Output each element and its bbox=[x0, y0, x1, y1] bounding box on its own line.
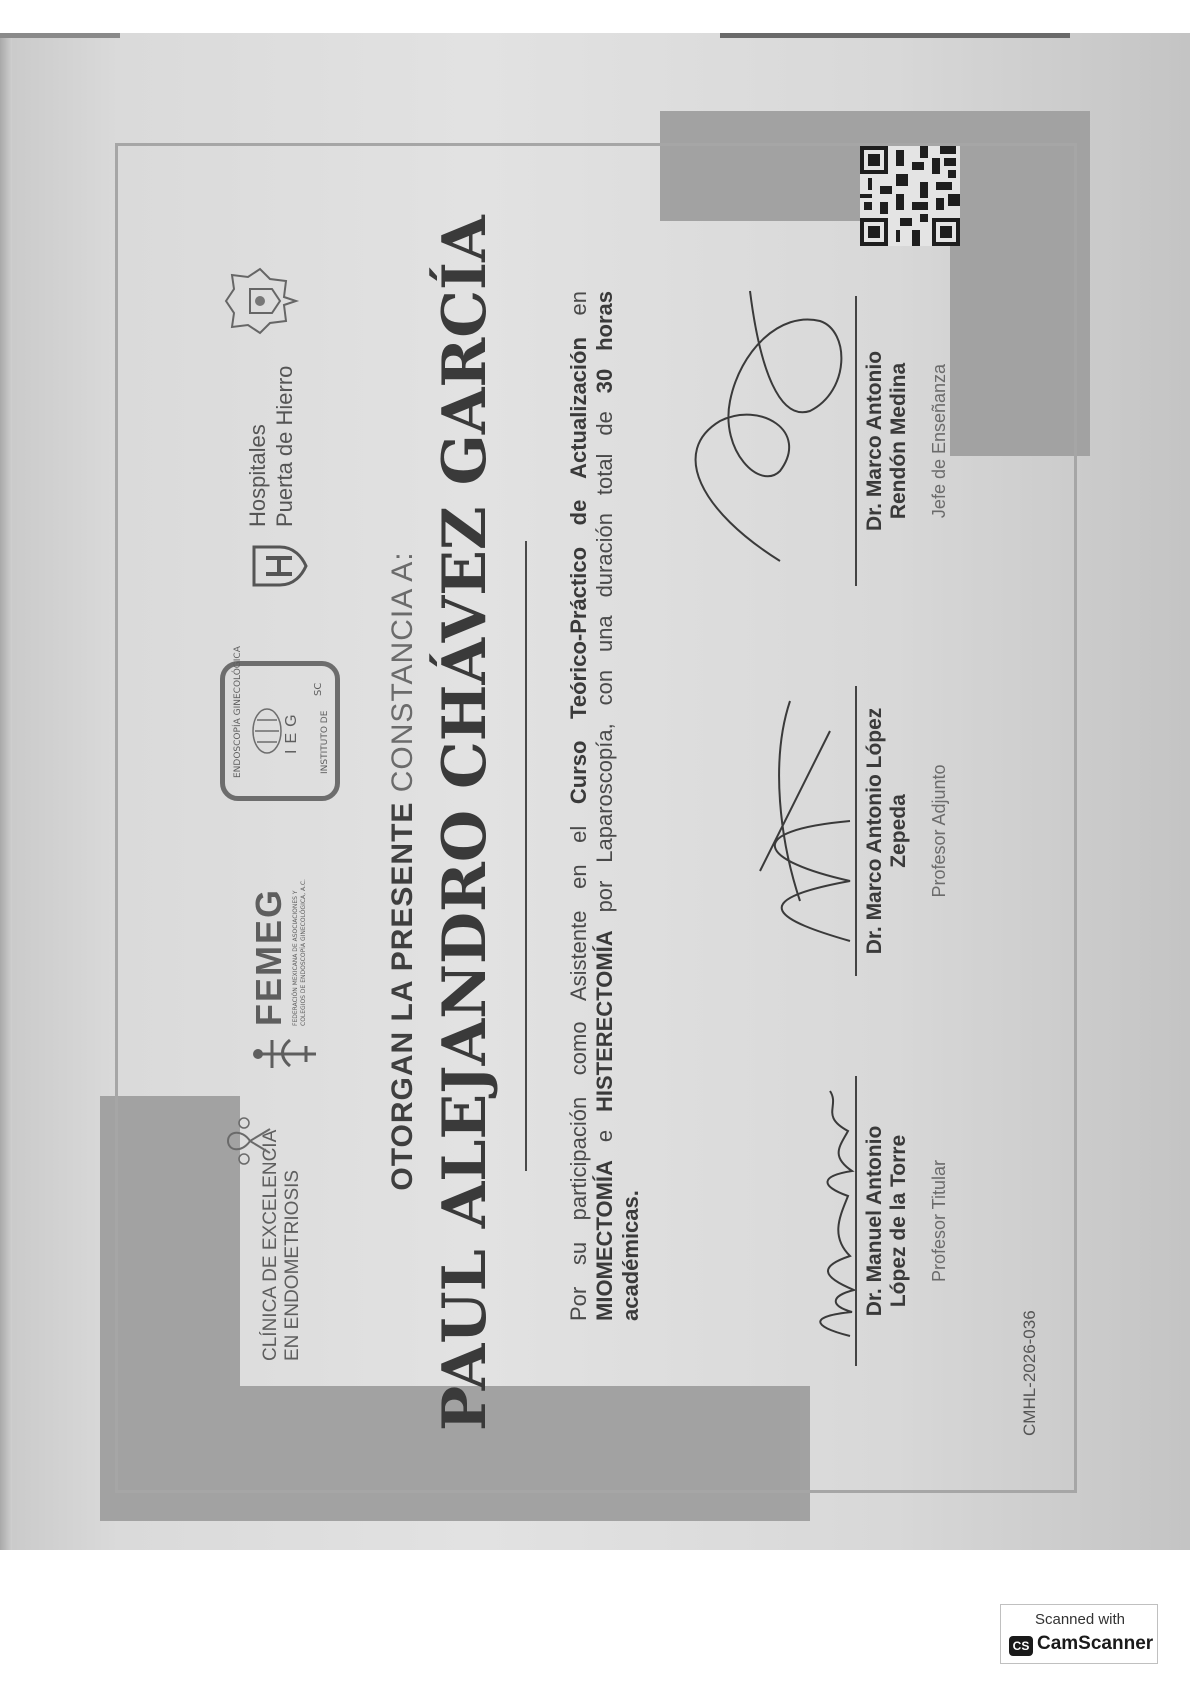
body-part-4: por Laparoscopía, con una duración total de bbox=[592, 393, 617, 931]
name-underline bbox=[525, 541, 527, 1171]
ribbon-icon bbox=[224, 1111, 274, 1171]
signatory-1 bbox=[855, 1071, 950, 1371]
camscanner-badge-line1: Scanned with bbox=[1034, 1611, 1126, 1628]
femeg-figure-icon bbox=[250, 1032, 320, 1076]
camscanner-icon: CS bbox=[1009, 1636, 1033, 1656]
ieg-figures-icon bbox=[251, 704, 283, 758]
femeg-wordmark: FEMEG bbox=[248, 887, 289, 1026]
body-procedure-2: HISTERECTOMÍA bbox=[592, 930, 617, 1113]
clinic-logo-line2: EN ENDOMETRIOSIS bbox=[282, 1169, 303, 1361]
signature-line-2 bbox=[855, 686, 857, 976]
hospital-logo bbox=[240, 351, 320, 591]
femeg-logo bbox=[240, 846, 320, 1076]
signature-line-3 bbox=[855, 296, 857, 586]
certificate-folio: CMHL-2026-036 bbox=[1020, 1310, 1039, 1436]
ieg-logo bbox=[220, 646, 340, 801]
qr-code-icon bbox=[860, 146, 960, 246]
signatory-2-role: Profesor Adjunto bbox=[929, 764, 949, 898]
ieg-logo-arc-text: ENDOSCOPÍA GINECOLÓGICA bbox=[233, 646, 243, 778]
femeg-subtitle-1: FEDERACIÓN MEXICANA DE ASOCIACIONES Y bbox=[292, 890, 299, 1026]
camscanner-badge-line2: CamScanner bbox=[1037, 1633, 1154, 1654]
camscanner-badge bbox=[1000, 1604, 1158, 1664]
signature-line-1 bbox=[855, 1076, 857, 1366]
signatory-2-name-line1: Dr. Marco Antonio López bbox=[863, 707, 886, 955]
body-course: Curso Teórico-Práctico de Actualización bbox=[566, 337, 591, 805]
ieg-sc: SC bbox=[313, 682, 324, 696]
university-seal-icon bbox=[220, 261, 300, 341]
clinic-logo-line1: CLÍNICA DE EXCELENCIA bbox=[260, 1129, 281, 1361]
signatory-1-name-line2: López de la Torre bbox=[887, 1134, 910, 1308]
grant-statement bbox=[386, 461, 420, 1281]
logo-row bbox=[220, 261, 350, 1381]
signatory-1-role: Profesor Titular bbox=[929, 1159, 949, 1283]
femeg-subtitle-2: COLEGIOS DE ENDOSCOPÍA GINECOLÓGICA, A.C. bbox=[300, 879, 307, 1026]
signatory-2-name-line2: Zepeda bbox=[887, 794, 910, 868]
scan-edge bbox=[0, 33, 12, 1550]
signatory-3-name-line2: Rendón Medina bbox=[887, 362, 910, 520]
hospital-name bbox=[244, 366, 298, 527]
signatory-2 bbox=[855, 681, 950, 981]
ieg-logo-top-text: INSTITUTO DE bbox=[320, 710, 330, 774]
hospital-shield-icon bbox=[250, 541, 308, 591]
ieg-letters: IEG bbox=[283, 708, 300, 754]
scan-edge-top-left bbox=[0, 33, 120, 38]
clinic-logo bbox=[260, 1121, 304, 1361]
certificate-rotated bbox=[100, 111, 1090, 1521]
signatory-3-role: Jefe de Enseñanza bbox=[929, 363, 949, 519]
grant-statement-rest: CONSTANCIA A: bbox=[386, 551, 419, 802]
signatory-1-name-line1: Dr. Manuel Antonio bbox=[863, 1125, 886, 1317]
recipient-name: PAUL ALEJANDRO CHÁVEZ GARCÍA bbox=[430, 215, 500, 1431]
body-procedure-1: MIOMECTOMÍA bbox=[592, 1160, 617, 1321]
certificate bbox=[100, 111, 1090, 1521]
body-part-1: Por su participación como Asistente en el bbox=[566, 804, 591, 1321]
body-hours: 30 horas académicas. bbox=[592, 291, 643, 1321]
hospital-name-line1: Hospitales bbox=[245, 424, 270, 527]
grant-statement-bold: OTORGAN LA PRESENTE bbox=[386, 801, 419, 1191]
body-part-2: en bbox=[566, 291, 591, 338]
hospital-name-line2: Puerta de Hierro bbox=[272, 365, 297, 527]
body-part-3: e bbox=[592, 1112, 617, 1161]
signatory-3 bbox=[855, 291, 950, 591]
signatory-3-name-line1: Dr. Marco Antonio bbox=[863, 350, 886, 532]
signature-3 bbox=[660, 281, 860, 571]
scan-edge-top bbox=[720, 33, 1070, 38]
certificate-body bbox=[566, 291, 644, 1321]
signature-2 bbox=[700, 691, 860, 961]
